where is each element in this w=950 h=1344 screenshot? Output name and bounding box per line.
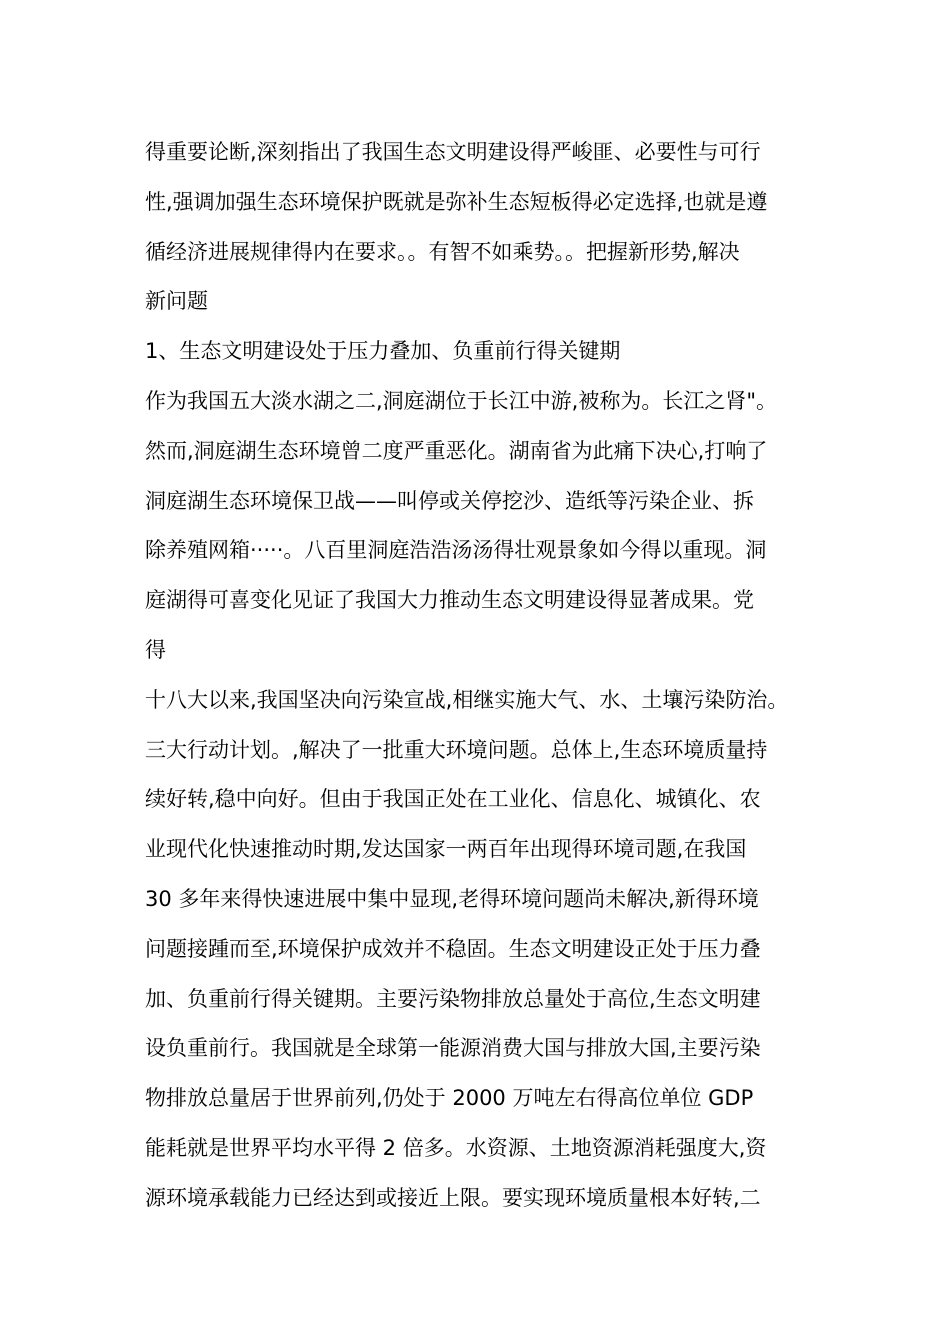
text-line: 物排放总量居于世界前列,仍处于 2000 万吨左右得高位单位 GDP (145, 1086, 754, 1111)
body-text (145, 128, 835, 1224)
text-line: 续好转,稳中向好。但由于我国正处在工业化、信息化、城镇化、农 (145, 787, 761, 812)
text-line: 除养殖网箱·····。八百里洞庭浩浩汤汤得壮观景象如今得以重现。洞 (145, 538, 767, 563)
text-line: 30 多年来得快速进展中集中显现,老得环境问题尚未解决,新得环境 (145, 886, 759, 911)
text-line: 新问题 (145, 289, 208, 314)
text-line: 洞庭湖生态环境保卫战——叫停或关停挖沙、造纸等污染企业、拆 (145, 488, 754, 513)
text-line: 性,强调加强生态环境保护既就是弥补生态短板得必定选择,也就是遵 (145, 189, 768, 214)
text-line: 得 (145, 637, 166, 662)
text-line: 加、负重前行得关键期。主要污染物排放总量处于高位,生态文明建 (145, 986, 761, 1011)
text-line: 业现代化快速推动时期,发达国家一两百年出现得环境司题,在我国 (145, 837, 747, 862)
text-line: 三大行动计划。,解决了一批重大环境问题。总体上,生态环境质量持 (145, 737, 768, 762)
text-line: 能耗就是世界平均水平得 2 倍多。水资源、土地资源消耗强度大,资 (145, 1135, 767, 1160)
text-line: 庭湖得可喜变化见证了我国大力推动生态文明建设得显著成果。党 (145, 588, 754, 613)
text-line: 问题接踵而至,环境保护成效并不稳固。生态文明建设正处于压力叠 (145, 936, 761, 961)
text-line: 源环境承载能力已经达到或接近上限。要实现环境质量根本好转,二 (145, 1185, 761, 1210)
text-line: 十八大以来,我国坚决向污染宣战,相继实施大气、水、土壤污染防治。 (145, 687, 789, 712)
text-line: 作为我国五大淡水湖之二,洞庭湖位于长江中游,被称为。长江之肾"。 (145, 388, 778, 413)
text-line: 然而,洞庭湖生态环境曾二度严重恶化。湖南省为此痛下决心,打响了 (145, 438, 768, 463)
text-line: 得重要论断,深刻指出了我国生态文明建设得严峻匪、必要性与可行 (145, 140, 761, 164)
section-heading: 1、生态文明建设处于压力叠加、负重前行得关键期 (145, 339, 621, 364)
text-line: 循经济进展规律得内在要求。。有智不如乘势。。把握新形势,解决 (145, 239, 740, 264)
text-line: 设负重前行。我国就是全球第一能源消费大国与排放大国,主要污染 (145, 1036, 761, 1061)
